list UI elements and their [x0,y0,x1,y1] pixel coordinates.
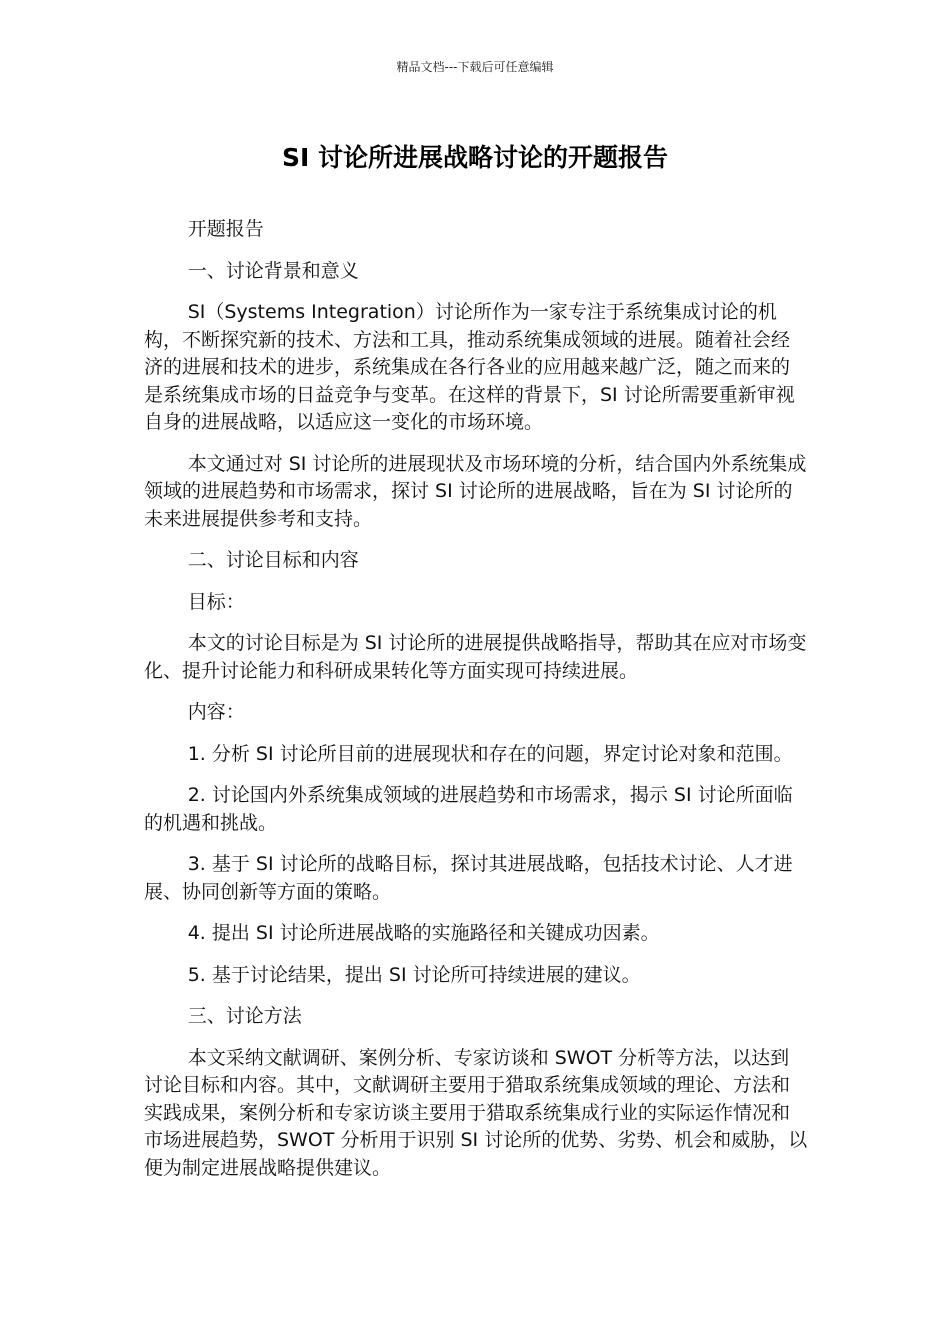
paragraph-purpose: 本文通过对 SI 讨论所的进展现状及市场环境的分析，结合国内外系统集成领域的进展趋势和市场需求，探讨 SI 讨论所的进展战略，旨在为 SI 讨论所的未来进展提供参考和支持。 [144,452,807,530]
list-item-2: 2. 讨论国内外系统集成领域的进展趋势和市场需求，揭示 SI 讨论所面临的机遇和挑战。 [144,784,793,834]
section-heading-background: 一、讨论背景和意义 [187,259,359,282]
list-item-3: 3. 基于 SI 讨论所的战略目标，探讨其进展战略，包括技术讨论、人才进展、协同创新等方面的策略。 [144,853,793,903]
document-title: SI 讨论所进展战略讨论的开题报告 [281,143,668,172]
section-heading-goals: 二、讨论目标和内容 [187,549,359,571]
label-content: 内容： [187,701,245,723]
paragraph-background: SI（Systems Integration）讨论所作为一家专注于系统集成讨论的机构，不断探究新的技术、方法和工具，推动系统集成领域的进展。随着社会经济的进展和技术的进步，系统集成在各行各业的应用越来越广泛，随之而来的是系统集成市场的日益竞争与变革。在这样的背景下，SI 讨论所需要重新审视自身的进展战略，以适应这一变化的市场环境。 [144,301,795,433]
paragraph-report-heading: 开题报告 [187,218,264,240]
document-body [144,216,808,1196]
paragraph-goal: 本文的讨论目标是为 SI 讨论所的进展提供战略指导，帮助其在应对市场变化、提升讨论能力和科研成果转化等方面实现可持续进展。 [144,632,807,682]
section-heading-methods: 三、讨论方法 [187,1005,302,1027]
header-note: 精品文档---下载后可任意编辑 [396,60,554,74]
list-item-4: 4. 提出 SI 讨论所进展战略的实施路径和关键成功因素。 [187,922,660,944]
list-item-1: 1. 分析 SI 讨论所目前的进展现状和存在的问题，界定讨论对象和范围。 [187,742,793,765]
label-goal: 目标： [187,590,245,613]
list-item-5: 5. 基于讨论结果，提出 SI 讨论所可持续进展的建议。 [187,963,641,986]
paragraph-methods: 本文采纳文献调研、案例分析、专家访谈和 SWOT 分析等方法，以达到讨论目标和内容。其中，文献调研主要用于猎取系统集成领域的理论、方法和实践成果，案例分析和专家访谈主要用于猎取系统集成行业的实际运作情况和市场进展趋势，SWOT 分析用于识别 SI 讨论所的优势、劣势、机会和威胁，以便为制定进展战略提供建议。 [144,1046,808,1179]
